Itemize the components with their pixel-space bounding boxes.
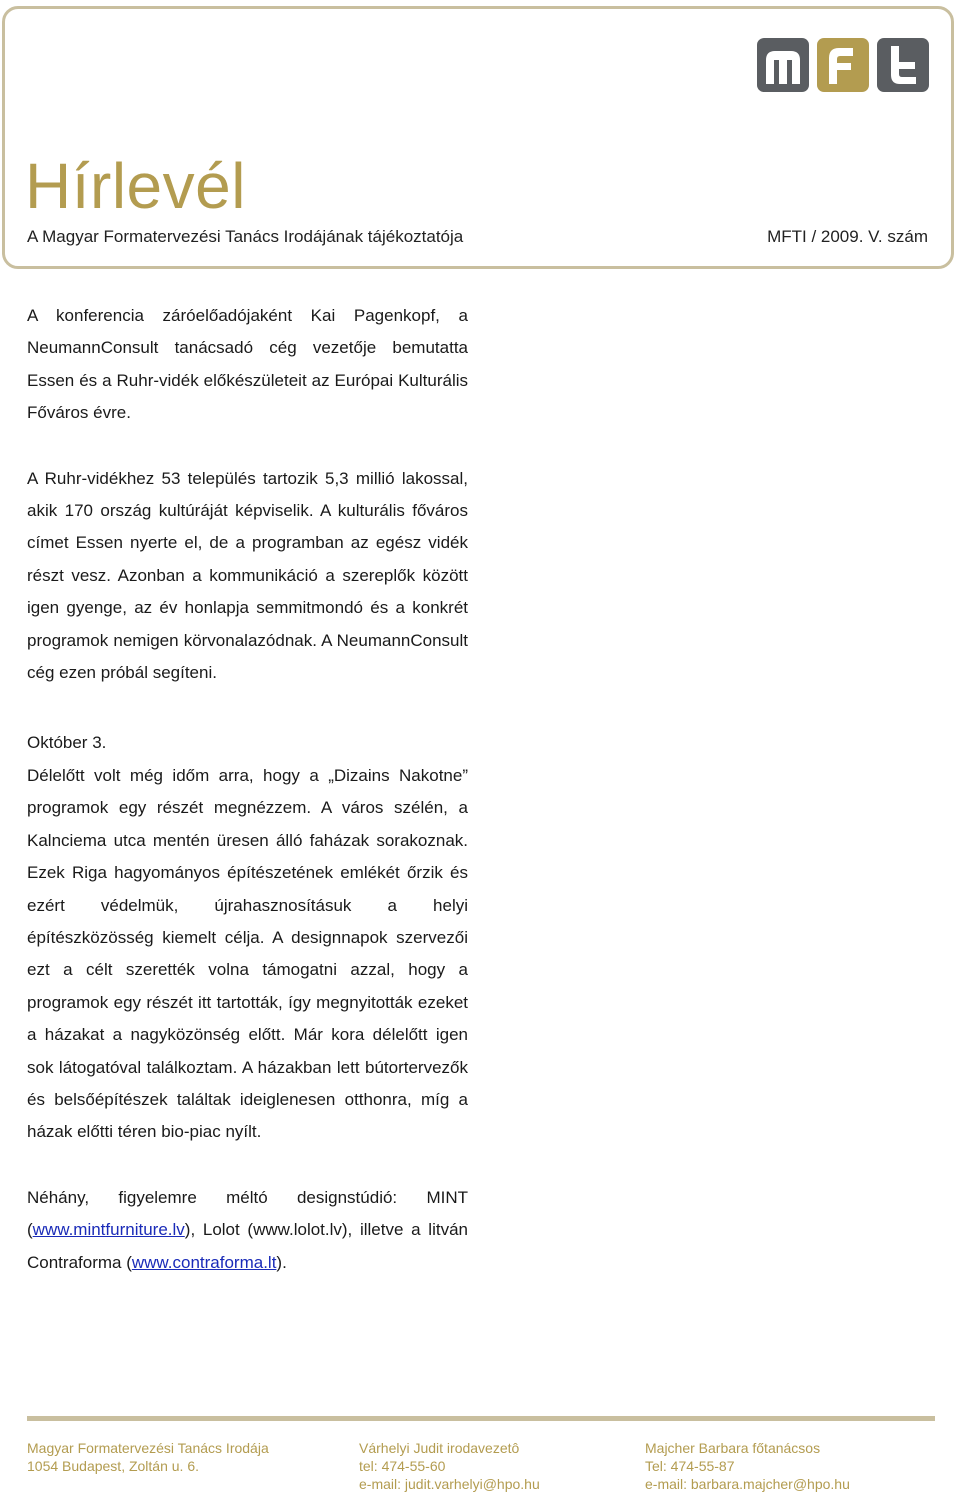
paragraph-dizains-nakotne: Délelőtt volt még időm arra, hogy a „Dizains Nakotne” programok egy részét megnézzem. A város szélén, a Kalnciema utca mentén üresen álló faházak sorakoznak. Ezek Riga hagyományos építészetének emlékét őrzik és ezért védelmük, újrahasznosításuk a helyi építészközösség kiemelt célja. A designnapok szervezői ezt a célt szerették volna támogatni azzal, hogy a programok egy részét itt tartották, így megnyitották ezeket a házakat a nagyközönség előtt. Már kora délelőtt igen sok látogatóval találkoztam. A házakban lett bútortervezők és belsőépítészek találtak ideiglenesen otthonra, míg a házak előtti téren bio-piac nyílt. <box>27 765 468 1142</box>
contact-name: Várhelyi Judit irodavezetô <box>359 1440 520 1456</box>
contact-name: Majcher Barbara főtanácsos <box>645 1440 821 1456</box>
studios-text-3: ). <box>276 1252 287 1272</box>
contact-email[interactable]: e-mail: judit.varhelyi@hpo.hu <box>359 1476 540 1492</box>
studios-text-1: Néhány, figyelemre méltó designstúdió: MINT ( <box>27 1187 468 1240</box>
newsletter-subtitle: A Magyar Formatervezési Tanács Irodájának tájékoztatója <box>27 227 464 246</box>
paragraph-conference-closing: A konferencia záróelőadójaként Kai Pagenkopf, a NeumannConsult tanácsadó cég vezetője bemutatta Essen és a Ruhr-vidék előkészületeit az Európai Kulturális Főváros évre. <box>27 306 468 423</box>
paragraph-design-studios <box>27 1182 468 1279</box>
office-address: 1054 Budapest, Zoltán u. 6. <box>27 1458 200 1474</box>
footer-office <box>27 1439 269 1475</box>
newsletter-title: Hírlevél <box>25 150 246 222</box>
office-name: Magyar Formatervezési Tanács Irodája <box>27 1440 269 1456</box>
footer-contact-majcher <box>645 1439 850 1493</box>
studios-text-2: ), Lolot (www.lolot.lv), illetve a litván Contraforma ( <box>27 1220 468 1272</box>
issue-number: MFTI / 2009. V. szám <box>767 227 928 246</box>
paragraph-ruhr-region: A Ruhr-vidékhez 53 település tartozik 5,3 millió lakossal, akik 170 ország kultúráját képviselik. A kulturális főváros címet Essen nyerte el, de a programban az egész vidék részt vesz. Azonban a kommunikáció a szereplők között igen gyenge, az év honlapja semmitmondó és a konkrét programok nemigen körvonalazódnak. A NeumannConsult cég ezen próbál segíteni. <box>27 468 468 683</box>
footer-divider <box>27 1416 935 1421</box>
contact-phone: tel: 474-55-60 <box>359 1458 446 1474</box>
mft-logo <box>757 38 929 92</box>
mintfurniture-link[interactable]: www.mintfurniture.lv <box>32 1220 185 1240</box>
contraforma-link[interactable]: www.contraforma.lt <box>131 1252 277 1272</box>
section-date: Október 3. <box>27 733 107 753</box>
footer-contact-varhelyi <box>359 1439 540 1493</box>
contact-email[interactable]: e-mail: barbara.majcher@hpo.hu <box>645 1476 850 1492</box>
article-body <box>27 300 468 1279</box>
contact-phone: Tel: 474-55-87 <box>645 1458 735 1474</box>
